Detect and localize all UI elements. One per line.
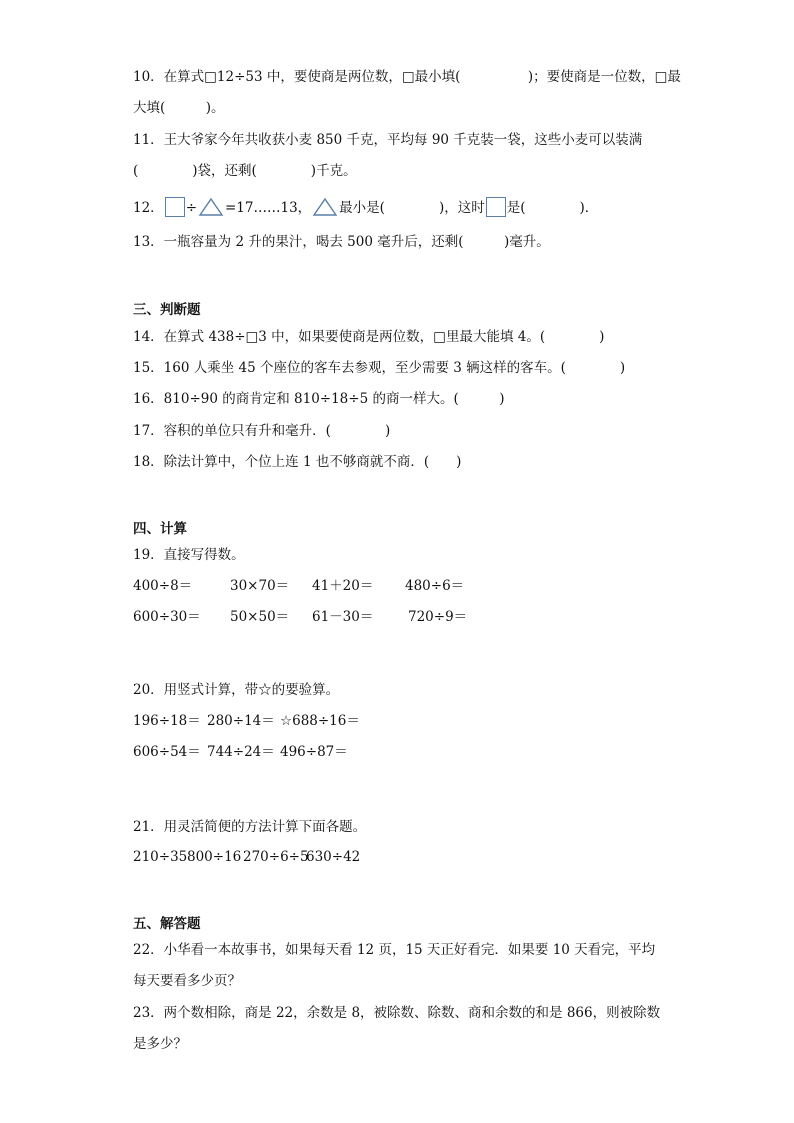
q12-tail1: 最小是( )，这时	[339, 200, 485, 216]
q20-item: 744÷24＝	[207, 744, 275, 760]
q20-item: 280÷14＝	[207, 713, 275, 729]
q19-item: 61－30＝	[312, 609, 374, 625]
q17-line: 17．容积的单位只有升和毫升．( )	[133, 423, 391, 439]
q10-line2: 大填( )。	[133, 100, 225, 116]
q12-equation: =17……13，	[225, 200, 312, 216]
q19-item: 480÷6＝	[405, 578, 465, 594]
q19-item: 600÷30＝	[133, 609, 201, 625]
triangle-icon	[312, 197, 338, 217]
q19-item: 50×50＝	[230, 609, 290, 625]
q11-line2: ( )袋，还剩( )千克。	[133, 163, 357, 179]
q21-item: 270÷6÷5	[243, 849, 309, 865]
q22-line2: 每天要看多少页？	[133, 973, 241, 989]
q21-line: 21．用灵活简便的方法计算下面各题。	[133, 819, 367, 835]
q19-item: 720÷9＝	[408, 609, 468, 625]
q21-item: 800÷16	[187, 849, 242, 865]
q14-line: 14．在算式 438÷□3 中，如果要使商是两位数，□里最大能填 4。( )	[133, 329, 605, 345]
q12-number: 12．	[133, 200, 164, 216]
q20-item: ☆688÷16＝	[280, 713, 360, 729]
q20-line: 20．用竖式计算，带☆的要验算。	[133, 682, 340, 698]
q19-item: 30×70＝	[230, 578, 290, 594]
q20-item: 496÷87＝	[280, 744, 348, 760]
q12-tail2: 是( )．	[506, 200, 599, 216]
q21-item: 630÷42	[306, 849, 361, 865]
q11-line1: 11．王大爷家今年共收获小麦 850 千克，平均每 90 千克装一袋，这些小麦可以装满	[133, 132, 643, 148]
q18-line: 18．除法计算中，个位上连 1 也不够商就不商．( )	[133, 454, 462, 470]
q13-line: 13．一瓶容量为 2 升的果汁，喝去 500 毫升后，还剩( )毫升。	[133, 234, 550, 250]
q19-item: 400÷8＝	[133, 578, 193, 594]
q20-item: 606÷54＝	[133, 744, 201, 760]
q21-item: 210÷35	[133, 849, 188, 865]
q12-divide-sign: ÷	[185, 200, 197, 216]
section4-heading: 四、计算	[133, 521, 187, 537]
q20-item: 196÷18＝	[133, 713, 201, 729]
q22-line1: 22．小华看一本故事书，如果每天看 12 页，15 天正好看完．如果要 10 天看完，平均	[133, 942, 656, 958]
square-box-icon	[486, 197, 506, 217]
q23-line2: 是多少？	[133, 1036, 187, 1052]
q12-line	[133, 197, 598, 218]
q19-item: 41＋20＝	[312, 578, 374, 594]
q19-line: 19．直接写得数。	[133, 547, 245, 563]
square-box-icon	[165, 197, 185, 217]
q23-line1: 23．两个数相除，商是 22，余数是 8，被除数、除数、商和余数的和是 866，则被除数	[133, 1005, 661, 1021]
q15-line: 15．160 人乘坐 45 个座位的客车去参观，至少需要 3 辆这样的客车。( )	[133, 360, 626, 376]
section3-heading: 三、判断题	[133, 302, 201, 318]
triangle-icon	[198, 197, 224, 217]
section5-heading: 五、解答题	[133, 916, 201, 932]
q10-line1: 10．在算式□12÷53 中，要使商是两位数，□最小填( )；要使商是一位数，□最	[133, 69, 681, 85]
q16-line: 16．810÷90 的商肯定和 810÷18÷5 的商一样大。( )	[133, 391, 505, 407]
